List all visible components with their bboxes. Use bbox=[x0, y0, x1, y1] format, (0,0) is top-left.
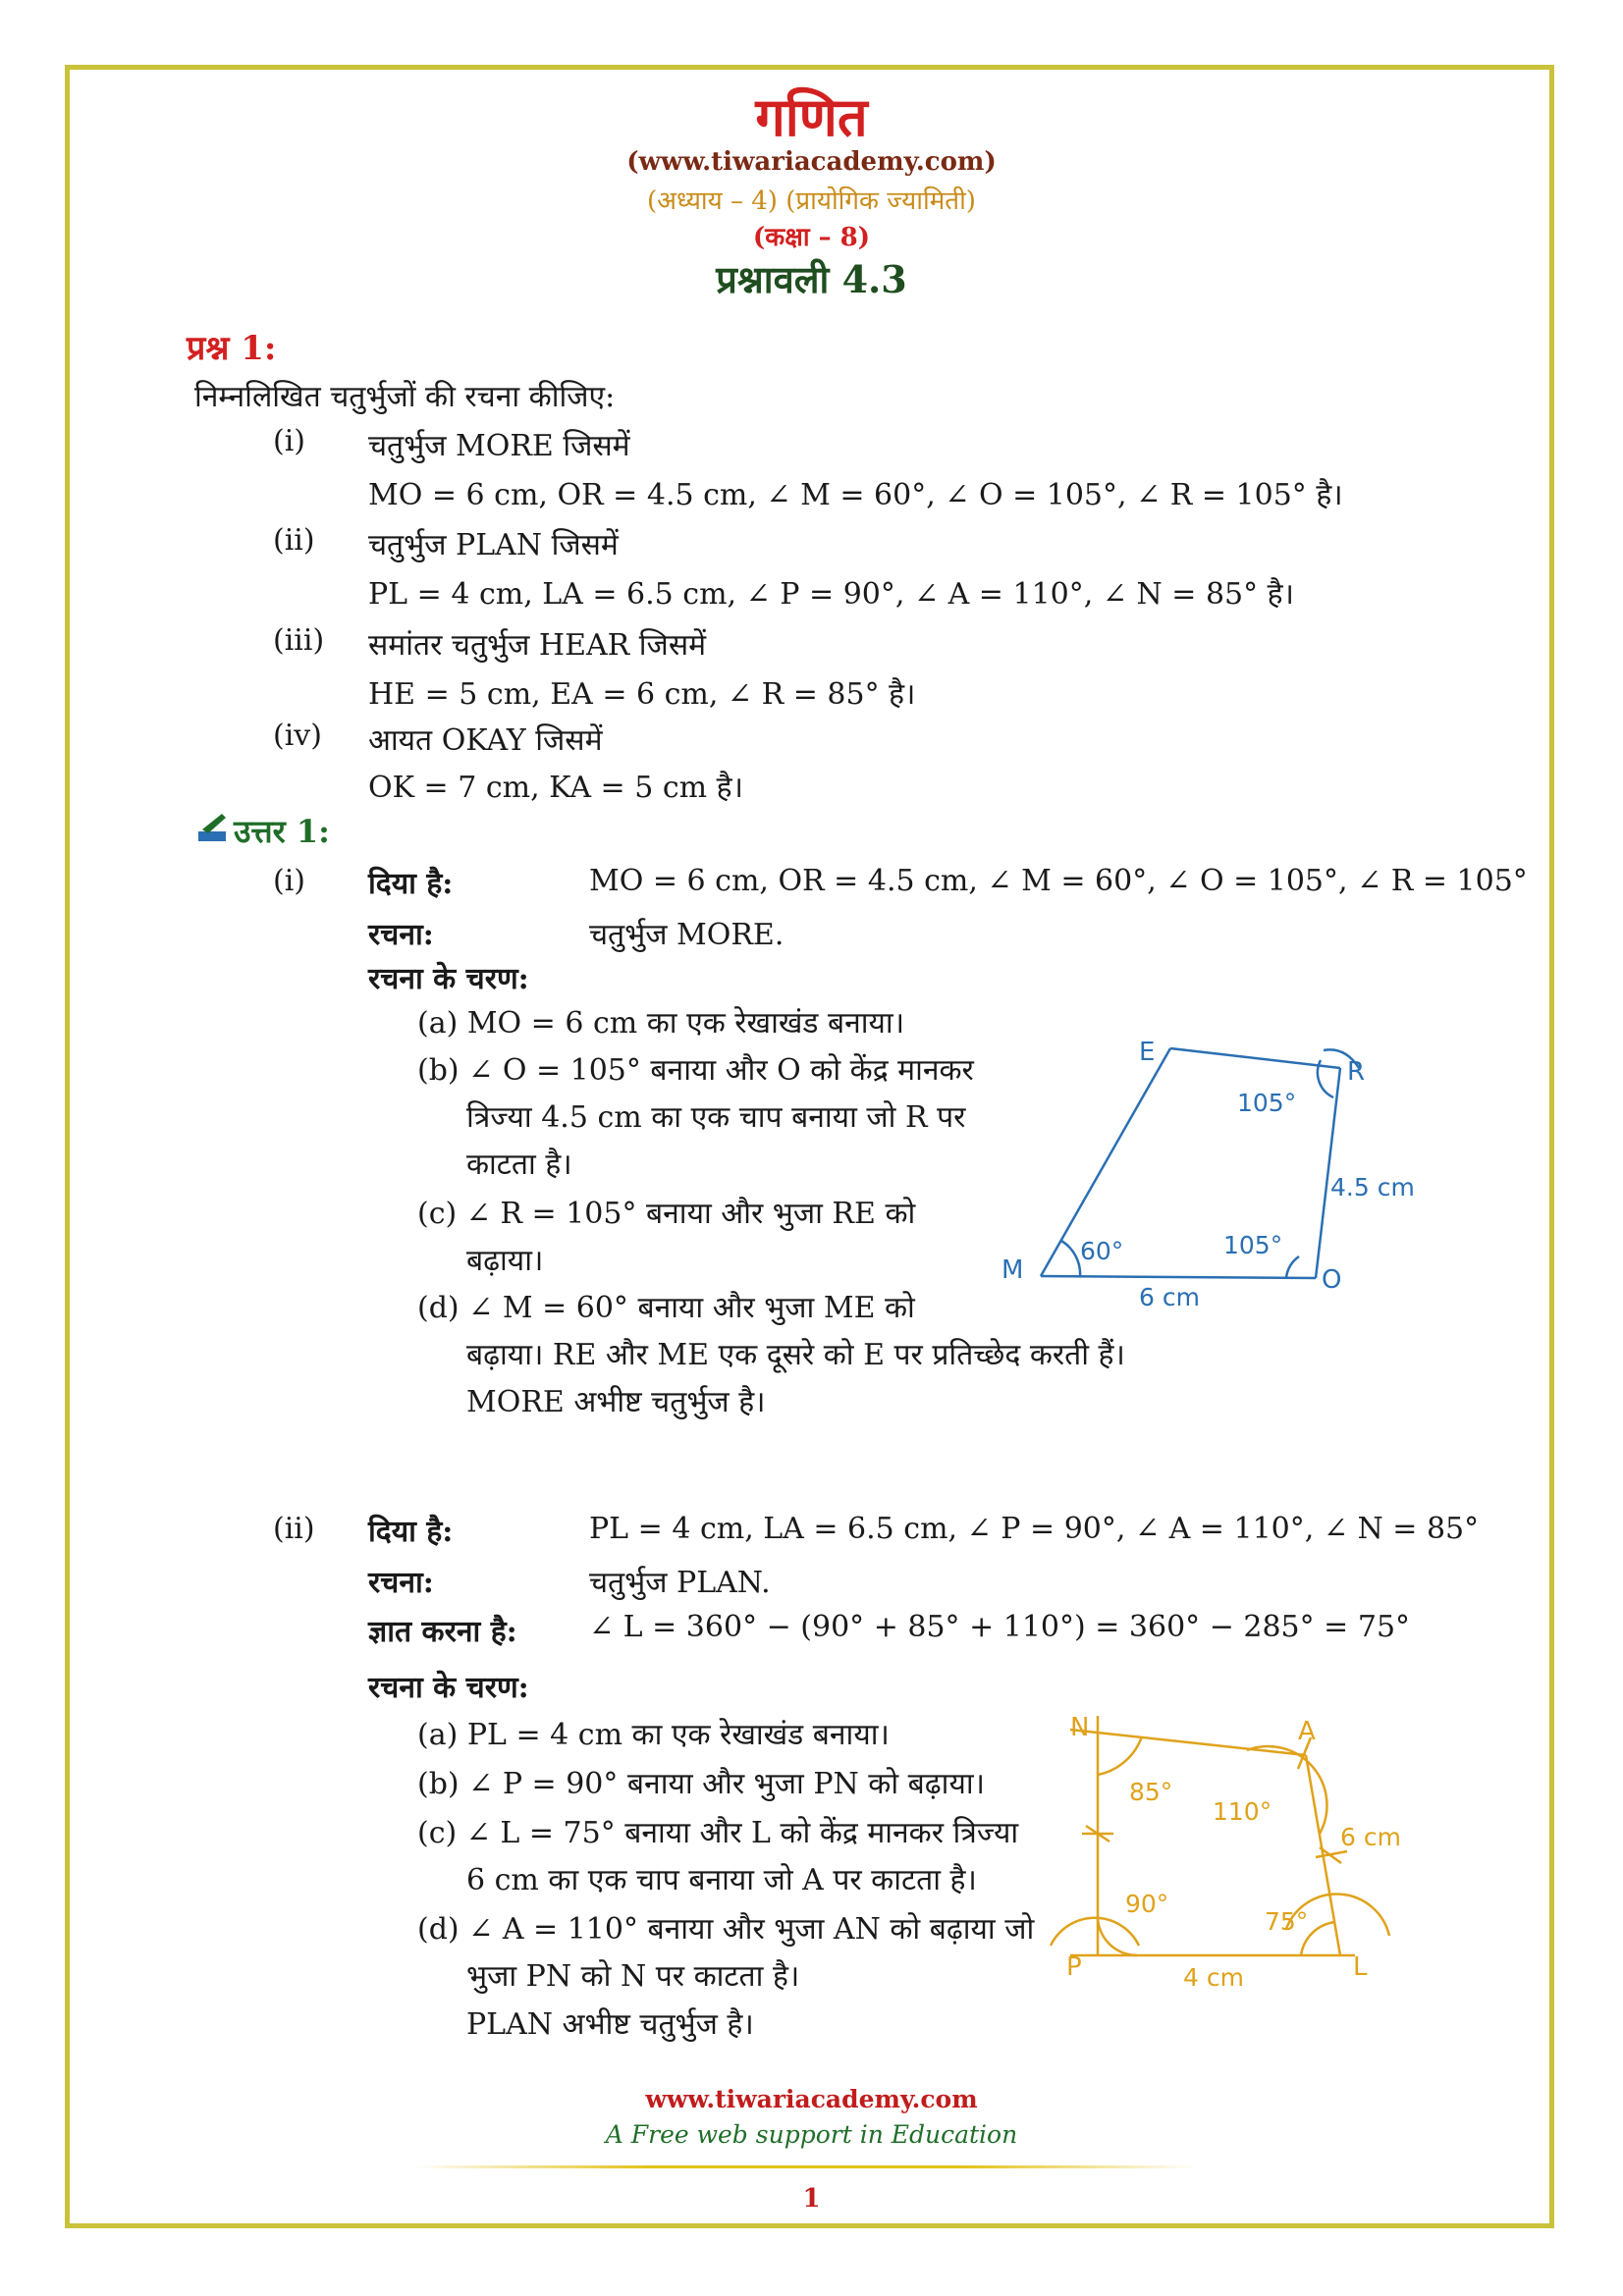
question-part-line: HE = 5 cm, EA = 6 cm, ∠ R = 85° है। bbox=[368, 677, 916, 712]
question-part-line: चतुर्भुज PLAN जिसमें bbox=[368, 528, 619, 562]
question-part-line: PL = 4 cm, LA = 6.5 cm, ∠ P = 90°, ∠ A = 110°, ∠ N = 85° है। bbox=[368, 577, 1294, 612]
answer-part-num: (ii) bbox=[273, 1512, 315, 1546]
step-line: PLAN अभीष्ट चतुर्भुज है। bbox=[466, 2007, 754, 2042]
step-line: भुजा PN को N पर काटता है। bbox=[466, 1959, 800, 1994]
step-line: 6 cm का एक चाप बनाया जो A पर काटता है। bbox=[466, 1863, 977, 1897]
given-label: दिया है: bbox=[368, 1515, 454, 1549]
header-website: (www.tiwariacademy.com) bbox=[626, 147, 997, 177]
angle-label: 105° bbox=[1223, 1231, 1283, 1259]
question-heading: प्रश्न 1: bbox=[187, 329, 277, 368]
angle-label: 110° bbox=[1213, 1797, 1272, 1826]
find-text: ∠ L = 360° − (90° + 85° + 110°) = 360° − 285° = 75° bbox=[589, 1610, 1411, 1644]
vertex-label: E bbox=[1139, 1038, 1156, 1067]
step-line: (b) ∠ P = 90° बनाया और भुजा PN को बढ़ाया। bbox=[417, 1767, 985, 1801]
question-part-line: आयत OKAY जिसमें bbox=[368, 723, 603, 758]
footer-website-link[interactable]: www.tiwariacademy.com bbox=[645, 2085, 978, 2113]
question-part-line: OK = 7 cm, KA = 5 cm है। bbox=[368, 771, 743, 805]
question-part-num: (iv) bbox=[273, 719, 322, 753]
step-line: (c) ∠ R = 105° बनाया और भुजा RE को bbox=[417, 1197, 916, 1231]
page-number: 1 bbox=[802, 2184, 821, 2214]
step-line: (a) PL = 4 cm का एक रेखाखंड बनाया। bbox=[417, 1718, 890, 1752]
find-label: ज्ञात करना है: bbox=[368, 1615, 517, 1649]
question-intro: निम्नलिखित चतुर्भुजों की रचना कीजिए: bbox=[194, 380, 616, 414]
header-class: (कक्षा – 8) bbox=[752, 223, 871, 252]
side-label: 6 cm bbox=[1340, 1823, 1401, 1851]
step-line: (d) ∠ M = 60° बनाया और भुजा ME को bbox=[417, 1291, 915, 1325]
steps-label: रचना के चरण: bbox=[368, 962, 529, 996]
figure-plan bbox=[1041, 1708, 1434, 1993]
construction-label: रचना: bbox=[368, 918, 434, 952]
vertex-label: O bbox=[1322, 1265, 1342, 1295]
given-text: MO = 6 cm, OR = 4.5 cm, ∠ M = 60°, ∠ O = 105°, ∠ R = 105° bbox=[589, 864, 1528, 898]
given-text: PL = 4 cm, LA = 6.5 cm, ∠ P = 90°, ∠ A = 110°, ∠ N = 85° bbox=[589, 1512, 1480, 1546]
step-line: (d) ∠ A = 110° बनाया और भुजा AN को बढ़ाया जो bbox=[417, 1912, 1035, 1947]
step-line: (a) MO = 6 cm का एक रेखाखंड बनाया। bbox=[417, 1006, 905, 1041]
figure-more bbox=[992, 1021, 1453, 1315]
side-label: 4.5 cm bbox=[1330, 1173, 1415, 1201]
vertex-label: N bbox=[1070, 1713, 1090, 1742]
construction-text: चतुर्भुज MORE. bbox=[589, 918, 784, 952]
angle-label: 75° bbox=[1265, 1907, 1309, 1936]
vertex-label: L bbox=[1353, 1952, 1368, 1982]
exercise-title: प्रश्नावली 4.3 bbox=[716, 257, 907, 301]
step-line: त्रिज्या 4.5 cm का एक चाप बनाया जो R पर bbox=[466, 1100, 966, 1135]
question-part-line: समांतर चतुर्भुज HEAR जिसमें bbox=[368, 628, 707, 663]
given-label: दिया है: bbox=[368, 867, 454, 901]
step-line: बढ़ाया। bbox=[466, 1244, 544, 1278]
step-line: बढ़ाया। RE और ME एक दूसरे को E पर प्रतिच्छेद करती हैं। bbox=[466, 1338, 1125, 1372]
vertex-label: R bbox=[1347, 1057, 1366, 1087]
step-line: MORE अभीष्ट चतुर्भुज है। bbox=[466, 1385, 766, 1419]
answer-part-num: (i) bbox=[273, 864, 306, 898]
footer-tagline: A Free web support in Education bbox=[605, 2120, 1018, 2149]
vertex-label: P bbox=[1066, 1952, 1082, 1982]
construction-text: चतुर्भुज PLAN. bbox=[589, 1566, 771, 1600]
angle-label: 85° bbox=[1129, 1778, 1173, 1806]
question-part-num: (ii) bbox=[273, 523, 315, 558]
page-title: गणित bbox=[755, 85, 868, 148]
side-label: 6 cm bbox=[1139, 1283, 1200, 1311]
side-label: 4 cm bbox=[1183, 1963, 1244, 1992]
question-part-line: चतुर्भुज MORE जिसमें bbox=[368, 429, 630, 463]
step-line: (c) ∠ L = 75° बनाया और L को केंद्र मानकर त्रिज्या bbox=[417, 1816, 1019, 1850]
footer-divider bbox=[412, 2165, 1198, 2168]
angle-label: 90° bbox=[1125, 1890, 1169, 1918]
construction-label: रचना: bbox=[368, 1566, 434, 1600]
angle-label: 105° bbox=[1237, 1089, 1297, 1117]
question-part-num: (i) bbox=[273, 424, 306, 458]
header-chapter: (अध्याय – 4) (प्रायोगिक ज्यामिती) bbox=[647, 187, 976, 216]
angle-label: 60° bbox=[1080, 1237, 1124, 1265]
question-part-num: (iii) bbox=[273, 623, 325, 658]
vertex-label: M bbox=[1001, 1255, 1024, 1285]
step-line: काटता है। bbox=[466, 1148, 572, 1182]
step-line: (b) ∠ O = 105° बनाया और O को केंद्र मानकर bbox=[417, 1053, 974, 1088]
answer-heading: उत्तर 1: bbox=[234, 813, 330, 850]
vertex-label: A bbox=[1298, 1717, 1316, 1746]
steps-label: रचना के चरण: bbox=[368, 1671, 529, 1705]
question-part-line: MO = 6 cm, OR = 4.5 cm, ∠ M = 60°, ∠ O = 105°, ∠ R = 105° है। bbox=[368, 478, 1343, 512]
answer-pen-icon bbox=[196, 812, 230, 845]
